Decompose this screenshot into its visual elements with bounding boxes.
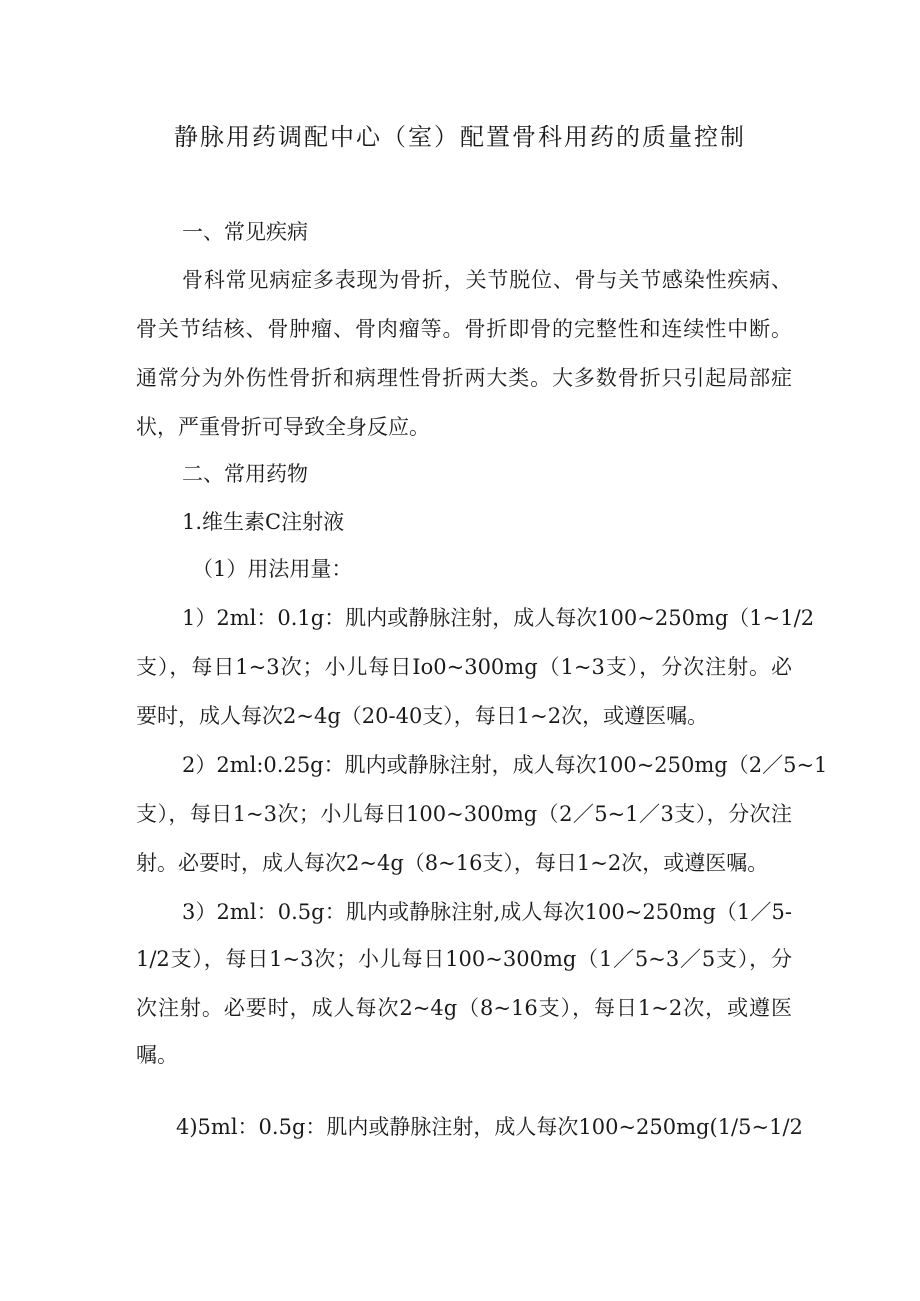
dosage-line: 要时，成人每次2~4g（20-40支），每日1~2次，或遵医嘱。	[136, 704, 709, 728]
dosage-line: 4)5ml：0.5g：肌内或静脉注射，成人每次100~250mg(1/5~1/2	[176, 1115, 803, 1139]
dosage-line: 射。必要时，成人每次2~4g（8~16支），每日1~2次，或遵医嘱。	[136, 851, 769, 875]
paragraph-line: 通常分为外伤性骨折和病理性骨折两大类。大多数骨折只引起局部症	[136, 366, 792, 390]
dosage-line: 3）2ml：0.5g：肌内或静脉注射,成人每次100~250mg（1／5-	[182, 900, 792, 924]
section-heading-common-drugs: 二、常用药物	[182, 462, 308, 486]
paragraph-line: 骨关节结核、骨肿瘤、骨肉瘤等。骨折即骨的完整性和连续性中断。	[136, 317, 792, 341]
usage-heading: （1）用法用量：	[192, 557, 353, 581]
paragraph-line: 状，严重骨折可导致全身反应。	[136, 415, 430, 439]
drug-heading-vitamin-c: 1.维生素C注射液	[182, 510, 345, 534]
dosage-line: 1/2支），每日1~3次；小儿每日100~300mg（1／5~3／5支），分	[136, 947, 792, 971]
dosage-line: 1）2ml：0.1g：肌内或静脉注射，成人每次100~250mg（1~1/2	[182, 606, 815, 630]
paragraph-line: 骨科常见病症多表现为骨折，关节脱位、骨与关节感染性疾病、	[182, 268, 792, 292]
dosage-line: 支），每日1~3次；小儿每日100~300mg（2／5~1／3支），分次注	[136, 802, 792, 826]
dosage-line: 2）2ml:0.25g：肌内或静脉注射，成人每次100~250mg（2／5~1	[182, 753, 828, 777]
dosage-line: 嘱。	[136, 1043, 178, 1067]
document-title: 静脉用药调配中心（室）配置骨科用药的质量控制	[174, 123, 746, 151]
section-heading-common-diseases: 一、常见疾病	[182, 220, 308, 244]
dosage-line: 支），每日1~3次；小儿每日Io0~300mg（1~3支），分次注射。必	[136, 655, 792, 679]
dosage-line: 次注射。必要时，成人每次2~4g（8~16支），每日1~2次，或遵医	[136, 996, 792, 1020]
